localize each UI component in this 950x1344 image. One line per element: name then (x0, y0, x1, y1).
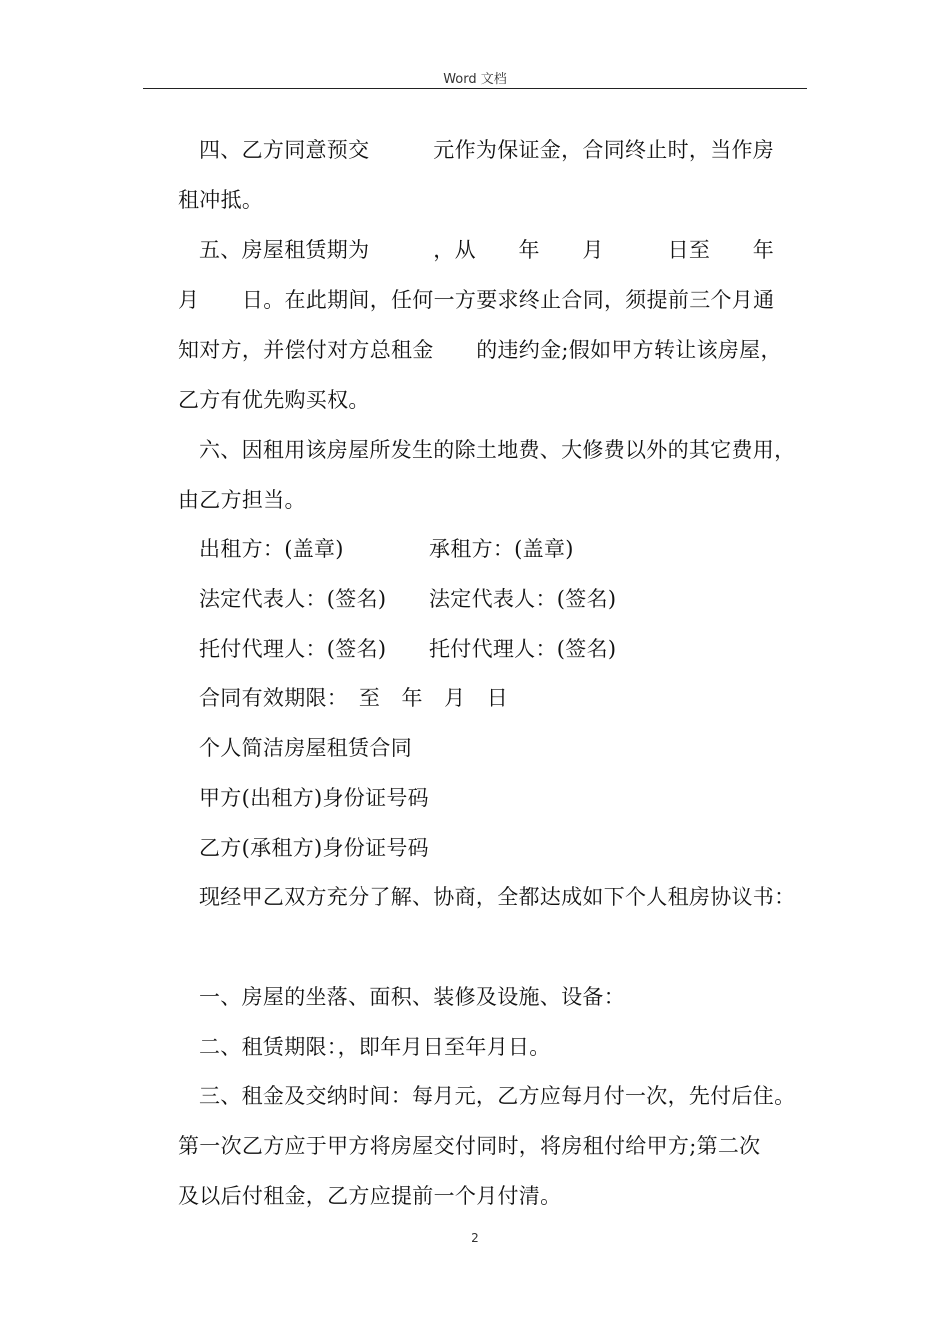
paragraph-line: 乙方有优先购买权。 (178, 388, 370, 412)
page-number: 2 (471, 1231, 479, 1245)
clause-line: 三、租金及交纳时间：每月元，乙方应每月付一次，先付后住。 (199, 1084, 796, 1108)
signature-line: 托付代理人：(签名) 托付代理人：(签名) (199, 637, 617, 661)
paragraph-line: 月 日。在此期间，任何一方要求终止合同，须提前三个月通 (178, 288, 775, 312)
page-header: Word 文档 (443, 72, 507, 87)
clause-line: 一、房屋的坐落、面积、装修及设施、设备： (199, 985, 625, 1009)
paragraph-line: 由乙方担当。 (178, 488, 306, 512)
paragraph-line: 现经甲乙双方充分了解、协商，全都达成如下个人租房协议书： (199, 885, 796, 909)
party-a-id-line: 甲方(出租方)身份证号码 (199, 786, 429, 810)
party-b-id-line: 乙方(承租方)身份证号码 (199, 836, 429, 860)
paragraph-line: 四、乙方同意预交 元作为保证金，合同终止时，当作房 (199, 138, 775, 162)
clause-line: 第一次乙方应于甲方将房屋交付同时，将房租付给甲方;第二次 (178, 1134, 761, 1158)
section-title: 个人简洁房屋租赁合同 (199, 736, 412, 760)
validity-line: 合同有效期限： 至 年 月 日 (199, 686, 508, 710)
paragraph-line: 知对方，并偿付对方总租金 的违约金;假如甲方转让该房屋， (178, 338, 782, 362)
paragraph-line: 六、因租用该房屋所发生的除土地费、大修费以外的其它费用， (199, 438, 796, 462)
signature-line: 法定代表人：(签名) 法定代表人：(签名) (199, 587, 617, 611)
signature-line: 出租方：(盖章) 承租方：(盖章) (199, 537, 574, 561)
paragraph-line: 租冲抵。 (178, 188, 264, 212)
clause-line: 二、租赁期限：，即年月日至年月日。 (199, 1035, 551, 1059)
clause-line: 及以后付租金，乙方应提前一个月付清。 (178, 1184, 562, 1208)
header-divider (143, 88, 807, 89)
paragraph-line: 五、房屋租赁期为 ，从 年 月 日至 年 (199, 238, 775, 262)
